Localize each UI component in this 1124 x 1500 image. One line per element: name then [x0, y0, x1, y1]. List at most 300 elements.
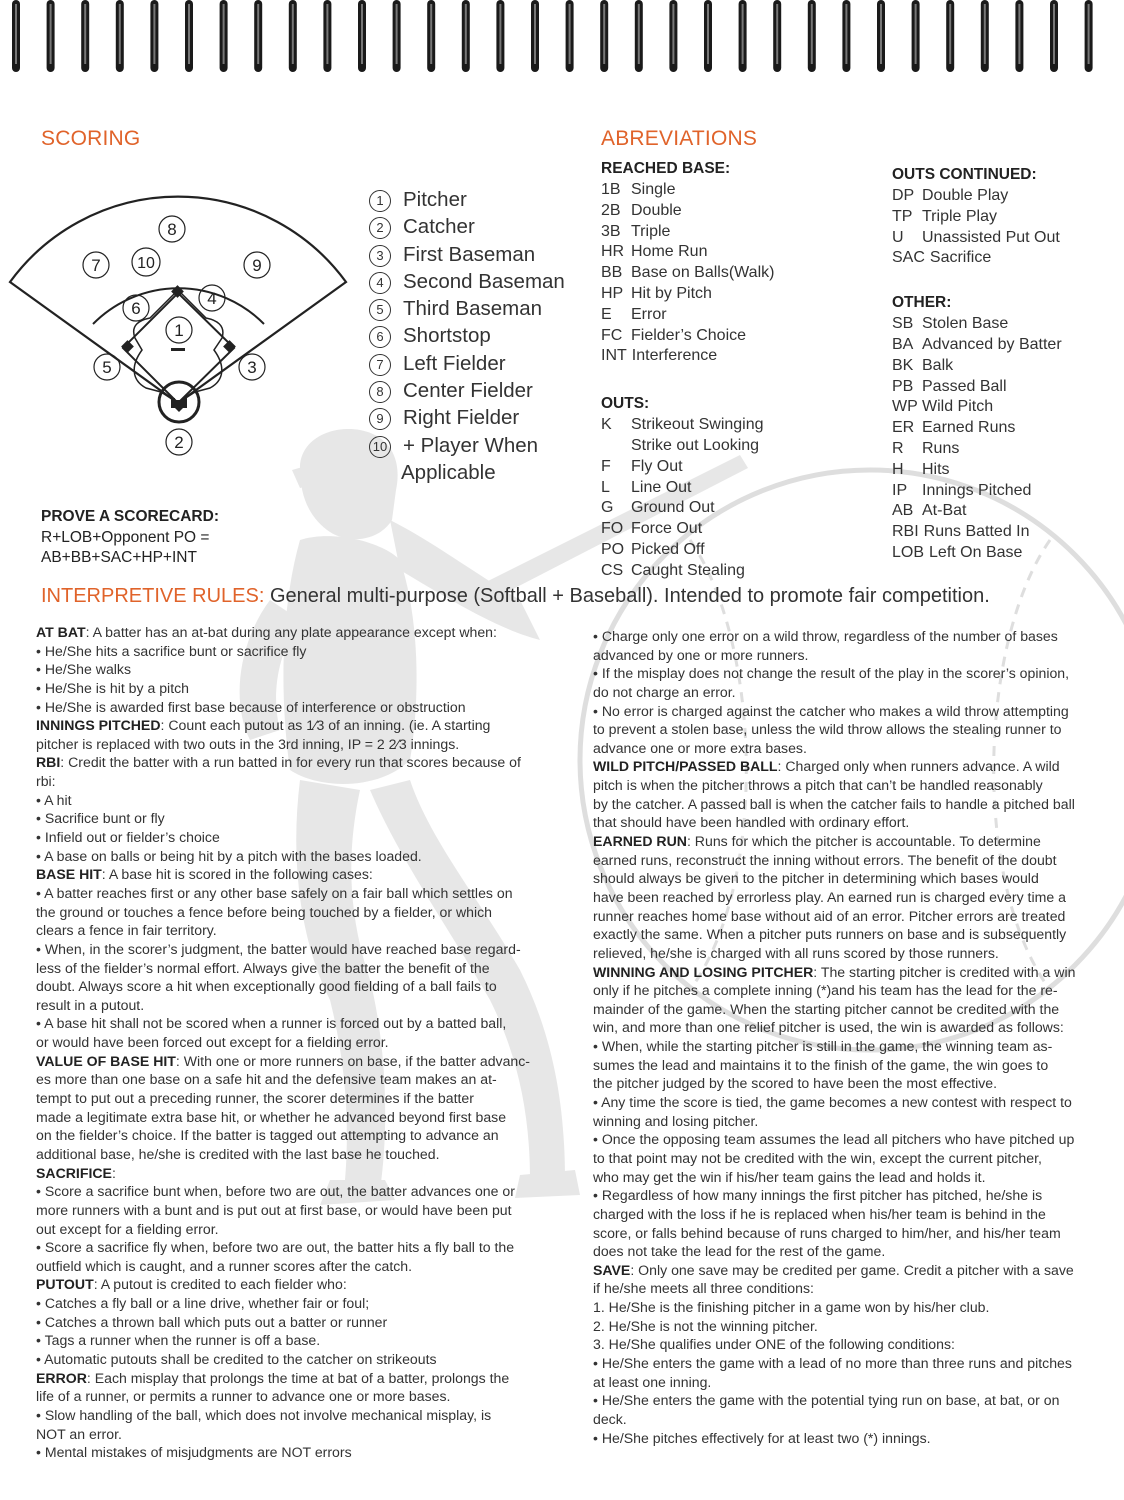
rule-heading: PUTOUT — [36, 1276, 94, 1293]
abbreviation-code: E — [601, 305, 612, 323]
rule-text: earned runs, reconstruct the inning without errors. The benefit of the doubt — [593, 851, 1057, 868]
rule-line — [36, 698, 530, 717]
abbreviation-label: Double — [631, 201, 682, 219]
abbreviation-code: U — [892, 228, 904, 246]
abbreviation-code: HP — [601, 284, 624, 302]
abbreviation-row — [601, 540, 774, 561]
rule-text: • No error is charged against the catcher who makes a wild throw attempting — [593, 702, 1069, 719]
rule-line — [36, 1275, 530, 1294]
rule-line — [36, 1313, 530, 1332]
rule-line — [593, 944, 1075, 963]
abbreviation-row — [601, 201, 774, 222]
abbreviation-code: PB — [892, 377, 914, 395]
interpretive-rules-title — [41, 585, 990, 608]
rule-line — [36, 1294, 530, 1313]
abbreviation-row — [601, 242, 774, 263]
rule-text: • If the misplay does not change the result of the play in the scorer’s opinion, — [593, 665, 1070, 682]
rule-text: advanced by one or more runners. — [593, 646, 809, 663]
rule-line — [36, 791, 530, 810]
rule-text: at least one inning. — [593, 1373, 712, 1390]
abbreviation-code: ER — [892, 419, 915, 437]
abbreviation-label: Passed Ball — [922, 377, 1007, 395]
rule-line — [593, 1074, 1075, 1093]
abbreviation-row — [601, 222, 774, 243]
position-number: 2 — [369, 217, 391, 239]
rule-text: : Count each putout as 1⁄3 of an inning. (ie. A starting — [160, 717, 491, 734]
abbreviation-label: Strikeout Swinging — [631, 416, 764, 434]
abbreviation-code: HR — [601, 243, 625, 261]
rule-text: do not charge an error. — [593, 683, 736, 700]
rule-text: : Credit the batter with a run batted in for every run that scores because of — [60, 754, 521, 771]
rule-text: on the fielder’s choice. If the batter is tagged out attempting to advance an — [36, 1127, 499, 1144]
rule-text: : With one or more runners on base, if the batter advanc- — [175, 1052, 530, 1069]
rule-heading: ERROR — [36, 1369, 87, 1386]
abbreviation-row — [601, 519, 774, 540]
abbreviation-row — [892, 335, 1062, 356]
rule-line — [36, 716, 530, 735]
position-legend-item — [369, 324, 589, 351]
rule-line — [36, 1126, 530, 1145]
rule-text: es more than one base on a safe hit and the defensive team makes an at- — [36, 1071, 497, 1088]
rule-text: : Charged only when runners advance. A wild — [777, 758, 1060, 775]
rule-line — [36, 884, 530, 903]
rule-line — [36, 772, 530, 791]
abbreviation-code: DP — [892, 187, 915, 204]
rule-text: 3. He/She qualifies under ONE of the following conditions: — [593, 1336, 955, 1353]
rule-text: • When, while the starting pitcher is still in the game, the winning team as- — [593, 1038, 1053, 1055]
abbreviation-code: H — [892, 460, 904, 478]
position-name: Third Baseman — [403, 297, 543, 321]
rule-text: rbi: — [36, 773, 56, 790]
rule-text: sumes the lead and maintains it to the finish of the game, the win goes to — [593, 1056, 1049, 1073]
rule-text: that should have been handled with ordinary effort. — [593, 814, 910, 831]
rule-line — [36, 903, 530, 922]
rule-line — [593, 1149, 1075, 1168]
rule-heading: VALUE OF BASE HIT — [36, 1052, 176, 1069]
position-legend-item — [369, 461, 589, 488]
other-heading: OTHER: — [892, 294, 952, 312]
abbreviation-code: LOB — [892, 543, 925, 561]
position-number: 5 — [369, 299, 391, 321]
prove-scorecard — [41, 507, 219, 569]
rule-text: additional base, he/she is credited with the last base he touched. — [36, 1145, 440, 1162]
position-legend-item — [369, 379, 589, 406]
rule-line — [593, 1279, 1075, 1298]
rule-line — [593, 1205, 1075, 1224]
abbreviation-code: F — [601, 457, 611, 475]
abbreviation-row — [892, 418, 1062, 439]
rule-line — [593, 1130, 1075, 1149]
rule-text: : A batter has an at-bat during any plate appearance except when: — [85, 624, 497, 640]
abbreviation-label: Fielder’s Choice — [631, 326, 747, 344]
abbreviation-row — [892, 460, 1062, 481]
rule-text: winning and losing pitcher. — [593, 1112, 759, 1129]
abbreviation-code: CS — [601, 561, 624, 579]
rule-line — [593, 1429, 1075, 1448]
field-number-3: 3 — [247, 358, 257, 377]
abbreviation-row — [601, 284, 774, 305]
abbreviation-label: Runs — [922, 439, 960, 457]
position-name: Second Baseman — [403, 269, 565, 293]
rule-line — [593, 963, 1075, 982]
rule-heading: INNINGS PITCHED — [36, 717, 161, 734]
abbreviation-row — [892, 522, 1062, 543]
rule-line — [593, 981, 1075, 1000]
rule-text: • Charge only one error on a wild throw, regardless of the number of bases — [593, 628, 1058, 644]
rule-line — [36, 1350, 530, 1369]
rule-text: 1. He/She is the finishing pitcher in a game won by his/her club. — [593, 1299, 990, 1316]
rule-text: • Score a sacrifice bunt when, before two are out, the batter advances one or — [36, 1183, 515, 1200]
abbreviation-code: 3B — [601, 222, 621, 240]
rule-line — [593, 925, 1075, 944]
rule-line — [36, 1052, 530, 1071]
position-legend-item — [369, 352, 589, 379]
abbreviation-row — [892, 481, 1062, 502]
abbreviation-row — [601, 478, 774, 499]
position-number: 10 — [369, 436, 391, 458]
abbreviation-code: SB — [892, 315, 914, 333]
rule-text: have been reached by errorless play. An earned run is charged every time a — [593, 888, 1066, 905]
position-name: First Baseman — [403, 242, 536, 266]
abbreviation-code: 2B — [601, 201, 621, 219]
abbreviation-label: At-Bat — [922, 502, 967, 520]
rule-line — [36, 1425, 530, 1444]
abbreviation-label: Sacrifice — [929, 249, 992, 267]
rule-line — [36, 735, 530, 754]
field-number-5: 5 — [102, 358, 112, 377]
rule-line — [36, 1201, 530, 1220]
abbreviation-code: FC — [601, 326, 623, 344]
prove-line-1: R+LOB+Opponent PO = — [41, 528, 210, 546]
position-number: 1 — [369, 190, 391, 212]
rule-line — [593, 646, 1075, 665]
position-name: Right Fielder — [403, 406, 520, 430]
rule-text: NOT an error. — [36, 1425, 122, 1442]
abbreviation-row — [601, 457, 774, 478]
rule-text: or would have been forced out except for a fielding error. — [36, 1034, 389, 1051]
rule-text: clears a fence in fair territory. — [36, 922, 217, 939]
rule-line — [593, 1298, 1075, 1317]
abbreviation-row — [601, 346, 774, 367]
rule-text: • Automatic putouts shall be credited to the catcher on strikeouts — [36, 1350, 437, 1367]
field-number-2: 2 — [174, 433, 184, 452]
abbreviation-label: Single — [631, 181, 676, 198]
rule-text: to prevent a stolen base, unless the wild throw allows the stealing runner to — [593, 721, 1062, 738]
field-number-9: 9 — [252, 256, 262, 275]
rule-text: • Mental mistakes of misjudgments are NOT errors — [36, 1444, 352, 1461]
field-number-1: 1 — [174, 321, 184, 340]
rule-line — [593, 795, 1075, 814]
position-name: Applicable — [401, 460, 496, 484]
abbreviation-label: Error — [631, 305, 667, 323]
rule-line — [593, 1391, 1075, 1410]
rule-line — [593, 1335, 1075, 1354]
position-name: Pitcher — [403, 188, 467, 211]
rule-line — [593, 1354, 1075, 1373]
abbreviation-code: 1B — [601, 181, 621, 198]
prove-heading: PROVE A SCORECARD: — [41, 508, 219, 525]
abbreviation-code: IP — [892, 481, 908, 499]
rule-text: does not take the lead for the rest of the game. — [593, 1243, 886, 1260]
rule-heading: WINNING AND LOSING PITCHER — [593, 963, 814, 980]
rule-heading: EARNED RUN — [593, 833, 687, 850]
abbreviation-label: Innings Pitched — [922, 481, 1032, 499]
abbreviation-label: Fly Out — [631, 457, 683, 475]
abbreviation-code: G — [601, 499, 614, 517]
abbreviation-code: L — [601, 478, 610, 496]
rule-text: • Slow handling of the ball, which does not involve mechanical misplay, is — [36, 1406, 492, 1423]
abbreviation-label: Interference — [631, 347, 718, 365]
rule-text: score, or falls behind because of runs charged to him/her, and his/her team — [593, 1224, 1061, 1241]
rule-line — [36, 1089, 530, 1108]
rule-line — [36, 1182, 530, 1201]
rule-text: : — [111, 1164, 116, 1181]
abbreviation-code: TP — [892, 207, 913, 225]
abbreviations-column-right — [892, 164, 1062, 564]
rule-line — [593, 1373, 1075, 1392]
rule-text: 2. He/She is not the winning pitcher. — [593, 1317, 818, 1334]
rule-line — [36, 1443, 530, 1462]
abbreviation-code: RBI — [892, 523, 919, 541]
rule-line — [36, 623, 530, 642]
rule-text: • Any time the score is tied, the game becomes a new contest with respect to — [593, 1094, 1072, 1111]
rule-text: made a legitimate extra base hit, or whether he advanced beyond first base — [36, 1108, 507, 1125]
position-name: Center Fielder — [403, 379, 533, 403]
abbreviation-label: Unassisted Put Out — [922, 228, 1060, 246]
rule-line — [36, 865, 530, 884]
rule-line — [36, 1145, 530, 1164]
rules-column-right — [593, 627, 1075, 1447]
rule-line — [593, 720, 1075, 739]
abbreviation-code: K — [601, 416, 612, 434]
rule-text: pitcher is replaced with two outs in the 3rd inning, IP = 2 2⁄3 innings. — [36, 735, 460, 752]
rule-text: • He/She walks — [36, 661, 132, 678]
rule-text: only if he pitches a complete inning (*)and his team has the lead for the re- — [593, 982, 1058, 999]
rule-text: doubt. Always score a hit when exceptionally good fielding of a ball fails to — [36, 978, 497, 995]
abbreviation-code: PO — [601, 540, 625, 558]
rule-text: relieved, he/she is charged with all runs scored by those runners. — [593, 944, 999, 961]
rule-text: • Infield out or fielder’s choice — [36, 829, 220, 846]
rule-text: : A base hit is scored in the following cases: — [101, 866, 373, 883]
rule-text: • A base hit shall not be scored when a runner is forced out by a batted ball, — [36, 1015, 507, 1032]
rule-heading: AT BAT — [36, 624, 86, 640]
rule-line — [593, 1112, 1075, 1131]
abbreviation-label: Wild Pitch — [922, 398, 994, 416]
rules-column-left — [36, 623, 530, 1462]
rule-text: • Tags a runner when the runner is off a base. — [36, 1332, 321, 1349]
outs-continued-heading: OUTS CONTINUED: — [892, 166, 1037, 183]
abbreviation-label: Triple Play — [922, 207, 997, 225]
rule-text: win, and more than one relief pitcher is used, the win is awarded as follows: — [593, 1019, 1064, 1036]
position-legend — [369, 188, 589, 488]
rule-line — [36, 1070, 530, 1089]
abbreviation-row — [601, 561, 774, 582]
abbreviation-code: BB — [601, 264, 623, 282]
rule-text: less of the fielder’s normal effort. Always give the batter the benefit of the — [36, 959, 490, 976]
rule-line — [36, 660, 530, 679]
rule-text: result in a putout. — [36, 996, 145, 1013]
abbreviation-row — [892, 377, 1062, 398]
rule-line — [36, 1014, 530, 1033]
abbreviation-label: Double Play — [922, 187, 1009, 204]
abbreviations-column-left — [601, 158, 774, 582]
abbreviation-row — [601, 498, 774, 519]
rule-text: • Sacrifice bunt or fly — [36, 810, 165, 827]
rule-line — [593, 1186, 1075, 1205]
position-number: 8 — [369, 381, 391, 403]
abbreviation-code: BA — [892, 335, 914, 353]
rule-line — [593, 1224, 1075, 1243]
rule-heading: RBI — [36, 754, 61, 771]
field-number-10: 10 — [137, 255, 155, 272]
rule-line — [593, 832, 1075, 851]
abbreviation-label: Stolen Base — [922, 315, 1009, 333]
rule-text: : A putout is credited to each fielder who: — [93, 1276, 347, 1293]
position-legend-item — [369, 297, 589, 324]
rules-title: INTERPRETIVE RULES: — [41, 585, 265, 607]
rule-text: outfield which is caught, and a runner scores after the catch. — [36, 1257, 413, 1274]
rule-text: • A base on balls or being hit by a pitch with the bases loaded. — [36, 847, 422, 864]
position-number: 4 — [369, 272, 391, 294]
rule-text: • A batter reaches first or any other base safely on a fair ball which settles on — [36, 884, 513, 901]
rule-text: exactly the same. When a pitcher puts runners on base and is subsequently — [593, 926, 1067, 943]
abbreviation-row — [601, 180, 774, 201]
rule-text: • He/She enters the game with a lead of no more than three runs and pitches — [593, 1354, 1072, 1371]
rule-line — [36, 1108, 530, 1127]
rule-line — [593, 1242, 1075, 1261]
field-number-7: 7 — [91, 256, 101, 275]
position-legend-item — [369, 215, 589, 242]
position-name: Shortstop — [403, 324, 491, 348]
abbreviation-code: FO — [601, 520, 624, 538]
position-legend-item — [369, 188, 589, 215]
rule-text: • Catches a thrown ball which puts out a batter or runner — [36, 1313, 388, 1330]
abbreviation-label: Strike out Looking — [631, 436, 760, 454]
rule-line — [36, 940, 530, 959]
abbreviation-code: BK — [892, 356, 914, 374]
abbreviation-label: Runs Batted In — [923, 523, 1030, 541]
rule-text: : Runs for which the pitcher is accountable. To determine — [686, 833, 1041, 850]
rule-line — [36, 921, 530, 940]
rule-line — [593, 869, 1075, 888]
rules-subtitle: General multi-purpose (Softball + Baseball). Intended to promote fair competition. — [264, 585, 990, 607]
rule-line — [36, 1369, 530, 1388]
rule-text: life of a runner, or permits a runner to advance one or more bases. — [36, 1388, 451, 1405]
abbreviation-label: Earned Runs — [922, 419, 1016, 437]
rule-heading: SAVE — [593, 1261, 631, 1278]
rule-text: : Only one save may be credited per game. Credit a pitcher with a save — [630, 1261, 1074, 1278]
outs-heading: OUTS: — [601, 395, 650, 413]
rule-text: • Score a sacrifice fly when, before two are out, the batter hits a fly ball to the — [36, 1239, 515, 1256]
rule-line — [593, 739, 1075, 758]
rule-line — [593, 1037, 1075, 1056]
rule-line — [36, 1164, 530, 1183]
abbreviation-label: Base on Balls(Walk) — [631, 264, 775, 282]
rule-text: to that point may not be credited with the win, except the current pitcher, — [593, 1149, 1042, 1166]
rule-line — [36, 828, 530, 847]
abbreviation-row — [892, 543, 1062, 564]
rule-text: • A hit — [36, 791, 72, 808]
position-name: Catcher — [403, 215, 475, 239]
rule-text: advance one or more extra bases. — [593, 739, 807, 756]
rule-text: • He/She pitches effectively for at least two (*) innings. — [593, 1429, 931, 1446]
abbreviation-label: Picked Off — [631, 540, 705, 558]
abbreviation-row — [892, 186, 1062, 207]
abbreviation-row — [601, 436, 774, 457]
rule-text: should always be given to the pitcher in determining which bases would — [593, 870, 1039, 887]
abbreviation-row — [601, 305, 774, 326]
rule-line — [593, 757, 1075, 776]
rule-text: the pitcher judged by the scored to have been the most effective. — [593, 1075, 998, 1092]
abbreviation-row — [601, 263, 774, 284]
position-number: 9 — [369, 408, 391, 430]
reached-base-heading: REACHED BASE: — [601, 160, 731, 177]
rule-line — [36, 1220, 530, 1239]
abbreviation-label: Home Run — [631, 243, 708, 261]
abbreviation-code: SAC — [892, 249, 925, 267]
rule-line — [593, 888, 1075, 907]
rule-line — [36, 642, 530, 661]
rule-heading: WILD PITCH/PASSED BALL — [593, 758, 778, 775]
rule-text: • Regardless of how many innings the first pitcher has pitched, he/she is — [593, 1187, 1043, 1204]
rule-line — [36, 679, 530, 698]
rule-line — [36, 996, 530, 1015]
field-diagram — [0, 0, 370, 480]
rule-line — [593, 776, 1075, 795]
rule-line — [593, 1093, 1075, 1112]
rule-line — [593, 1261, 1075, 1280]
rule-line — [36, 1331, 530, 1350]
position-legend-item — [369, 270, 589, 297]
rule-line — [36, 847, 530, 866]
rule-text: mainder of the game. When the starting pitcher cannot be credited with the — [593, 1000, 1060, 1017]
field-number-6: 6 — [131, 299, 141, 318]
position-legend-item — [369, 243, 589, 270]
rule-line — [593, 627, 1075, 646]
rule-text: • He/She is awarded first base because of interference or obstruction — [36, 698, 466, 715]
abbreviation-row — [601, 326, 774, 347]
position-number — [369, 463, 389, 483]
rule-line — [36, 753, 530, 772]
rule-text: by the catcher. A passed ball is when the catcher fails to handle a pitched ball — [593, 795, 1075, 812]
abbreviation-row — [892, 228, 1062, 249]
rule-text: • When, in the scorer’s judgment, the batter would have reached base regard- — [36, 940, 521, 957]
rule-line — [36, 809, 530, 828]
rule-text: charged with the loss if he is replaced when his/her team is behind in the — [593, 1205, 1046, 1222]
prove-line-2: AB+BB+SAC+HP+INT — [41, 549, 197, 566]
abbreviation-row — [892, 207, 1062, 228]
position-name: + Player When — [403, 433, 539, 457]
position-legend-item — [369, 406, 589, 433]
rule-text: • Once the opposing team assumes the lead all pitchers who have pitched up — [593, 1131, 1075, 1148]
abbreviation-row — [892, 397, 1062, 418]
abbreviation-label: Caught Stealing — [631, 561, 745, 579]
rule-text: • He/She hits a sacrifice bunt or sacrifice fly — [36, 642, 307, 659]
rule-line — [36, 1406, 530, 1425]
rule-line — [593, 1018, 1075, 1037]
rule-text: more runners with a bunt and is put out at first base, or would have been put — [36, 1201, 512, 1218]
position-number: 6 — [369, 326, 391, 348]
rule-line — [36, 977, 530, 996]
rule-line — [593, 851, 1075, 870]
abbreviation-label: Ground Out — [631, 499, 715, 517]
rule-heading: BASE HIT — [36, 866, 102, 883]
rule-line — [593, 1168, 1075, 1187]
abbreviation-label: Hits — [922, 460, 950, 478]
abbreviation-code: INT — [601, 347, 627, 365]
scoring-title: SCORING — [41, 127, 141, 150]
rule-text: deck. — [593, 1410, 627, 1427]
